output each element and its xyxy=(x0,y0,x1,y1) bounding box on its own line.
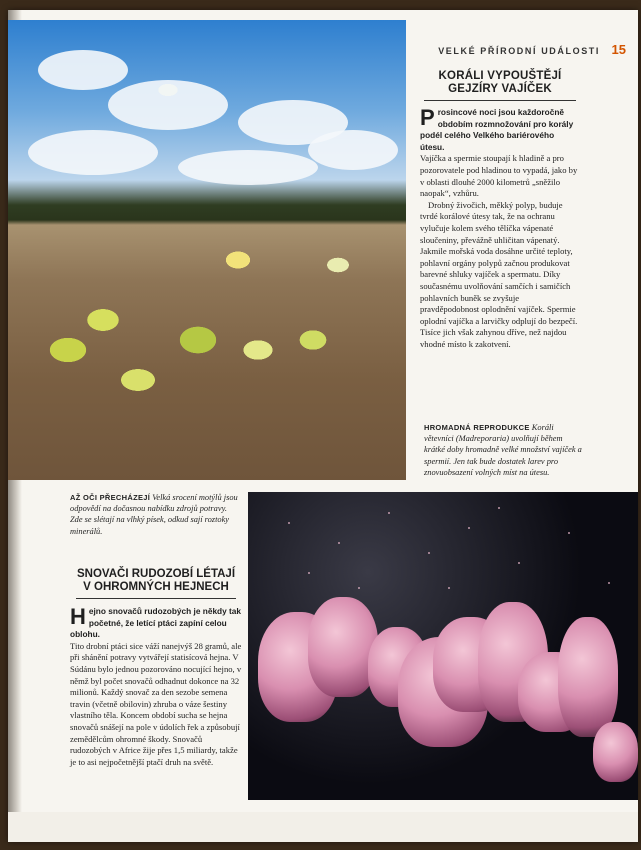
coral-article-title: KORÁLI VYPOUŠTĚJÍ GEJZÍRY VAJÍČEK xyxy=(424,70,576,101)
page-footer xyxy=(8,812,638,842)
coral-article xyxy=(420,70,580,350)
coral-caption xyxy=(424,422,584,478)
quelea-article-lead xyxy=(70,606,242,641)
butterflies-caption-text: Velká srocení motýlů jsou odpovědí na dočasnou nabídku zdrojů potravy. Zde se slétají na vlhký písek, odkud sají roztoky minerálů. xyxy=(70,493,238,536)
butterflies-photo xyxy=(8,20,406,480)
quelea-article xyxy=(70,568,242,768)
coral-article-lead xyxy=(420,107,580,153)
running-head: VELKÉ PŘÍRODNÍ UDÁLOSTI xyxy=(438,46,600,56)
coral-paragraph-2: Drobný živočich, měkký polyp, buduje tvrdé korálové útesy tak, že na ochranu vylučuje kolem svého tělíčka vápenaté sloučeniny, převážně uhličitan vápenatý. Jakmile mořská voda dosáhne určité teploty, pohlavní orgány polypů začnou produkovat barevné shluky vajíček a spermatu. Díky současnému uvolňování samčích i samičích pohlavních buněk se zvyšuje pravděpodobnost oplodnění vajíček. Spermie oplodní vajíčka a larvičky odplují do bezpečí. Tisíce jich však zahynou dříve, než najdou vhodné místo k zakotvení. xyxy=(420,199,578,349)
butterflies-caption-head: AŽ OČI PŘECHÁZEJÍ xyxy=(70,493,151,502)
quelea-article-title: SNOVAČI RUDOZOBÍ LÉTAJÍ V OHROMNÝCH HEJNECH xyxy=(76,568,236,599)
coral-caption-text: Koráli větevníci (Madreporaria) uvolňují během krátké doby hromadně velké množství vajíček a spermií. Jen tak bude dostatek larev pro znovuobsazení volných míst na útesu. xyxy=(424,423,582,477)
coral-photo xyxy=(248,492,638,800)
coral-dropcap: P xyxy=(420,105,435,130)
coral-lead-text: rosincové noci jsou každoročně obdobím rozmnožování pro korály podél celého Velkého bariérového útesu. xyxy=(420,107,574,152)
book-page xyxy=(8,10,638,842)
coral-caption-head: HROMADNÁ REPRODUKCE xyxy=(424,423,530,432)
coral-paragraph-1: Vajíčka a spermie stoupají k hladině a pro pozorovatele pod hladinou to vypadá, jako by v oblasti dlouhé 2000 kilometrů „sněžilo naopak“, vzhůru. xyxy=(420,153,578,199)
quelea-lead-text: ejno snovačů rudozobých je někdy tak početné, že letící ptáci zapíní celou oblohu. xyxy=(70,606,242,640)
butterflies-caption xyxy=(70,492,240,537)
coral-article-body xyxy=(420,153,580,350)
quelea-article-body: Tito drobní ptáci sice váží nanejvýš 28 gramů, ale při shánění potravy vytvářejí statisícová hejna. V Súdánu bylo jednou pozorováno nocující hejno, v němž byl počet snovačů odhadnut dokonce na 32 milionů. Každý snovač za den sezobe semena travin (včetně obilovin) zhruba o váze šestiny vlastního těla. Koncem období sucha se hejna snovačů snášejí na pole v údolích řek a způsobují zemědělcům ohromné škody. Snovačů rudozobých v Africe žije přes 1,5 miliardy, takže je to asi nejpočetnější ptačí druh na světě. xyxy=(70,640,242,767)
page-number: 15 xyxy=(611,42,626,57)
quelea-dropcap: H xyxy=(70,604,86,629)
